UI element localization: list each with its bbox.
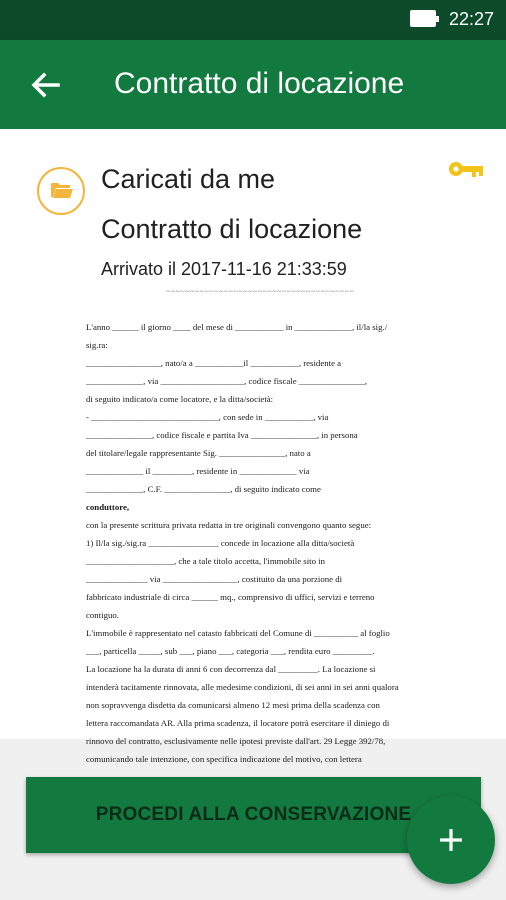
preview-line: conduttore, [86,502,130,512]
status-bar [0,0,506,40]
add-fab-button[interactable] [407,796,495,884]
preview-line: ___, particella _____, sub ___, piano ___, categoria ___, rendita euro _________. [86,646,375,656]
proceed-conservation-label: PROCEDI ALLA CONSERVAZIONE [95,804,412,825]
back-button[interactable] [26,65,66,105]
preview-line: _____________, C.F. _______________, di seguito indicato come [86,484,321,494]
preview-line: di seguito indicato/a come locatore, e la ditta/società: [86,394,274,404]
preview-line: comunicando tale intenzione, con specifica indicazione del motivo, con lettera [86,754,362,764]
page-title: Contratto di locazione [114,67,405,100]
folder-name: Caricati da me [101,164,276,194]
preview-line: rinnovo del contratto, esclusivamente nelle ipotesi previste dall'art. 29 Legge 392/78, [86,736,386,746]
preview-line: L'anno ______ il giorno ____ del mese di ___________ in _____________, il/la sig./ [86,322,388,332]
arrival-timestamp: Arrivato il 2017-11-16 21:33:59 [101,259,347,279]
preview-line: L'immobile è rappresentato nel catasto fabbricati del Comune di __________ al foglio [86,628,390,638]
arrow-back-icon [26,65,66,105]
preview-line: ______________ via _________________, costituito da una porzione di [86,574,343,584]
app-bar [0,40,506,129]
document-card [0,129,506,764]
preview-line: _________________, nato/a a ___________il ___________, residente a [86,358,342,368]
preview-line: fabbricato industriale di circa ______ mq., comprensivo di uffici, servizi e terreno [86,592,375,602]
status-time: 22:27 [449,9,495,29]
cut-heading-fragment: ~~~~~~~~~~~~~~~~~~~~~~~~~~~~~~~~~~~~~~~ [166,287,355,296]
document-preview[interactable] [16,287,490,764]
plus-icon [439,828,463,852]
preview-line: intenderà tacitamente rinnovata, alle medesime condizioni, di sei anni in sei anni qualora [86,682,399,692]
preview-line: non sopravvenga disdetta da comunicarsi almeno 12 mesi prima della scadenza con [86,700,380,710]
preview-line: lettera raccomandata AR. Alla prima scadenza, il locatore potrà esercitare il diniego di [86,718,390,728]
preview-line: 1) Il/la sig./sig.ra ________________ concede in locazione alla ditta/società [86,538,355,548]
preview-line: _____________ il _________, residente in _____________ via [86,466,310,476]
preview-line: La locazione ha la durata di anni 6 con decorrenza dal _________. La locazione si [86,664,376,674]
preview-line: con la presente scrittura privata redatta in tre originali convengono quanto segue: [86,520,372,530]
preview-line: sig.ra: [86,340,108,350]
preview-line: - _____________________________, con sede in ___________, via [86,412,329,422]
preview-line: _______________, codice fiscale e partita Iva _______________, in persona [86,430,358,440]
document-title: Contratto di locazione [101,214,363,244]
preview-line: ____________________, che a tale titolo accetta, l'immobile sito in [86,556,326,566]
key-icon[interactable] [448,159,484,179]
preview-line: _____________, via ___________________, codice fiscale _______________, [86,376,367,386]
folder-open-icon [37,167,85,215]
battery-icon [410,10,436,27]
preview-line: del titolare/legale rappresentante Sig. _______________, nato a [86,448,311,458]
preview-line: contiguo. [86,610,119,620]
